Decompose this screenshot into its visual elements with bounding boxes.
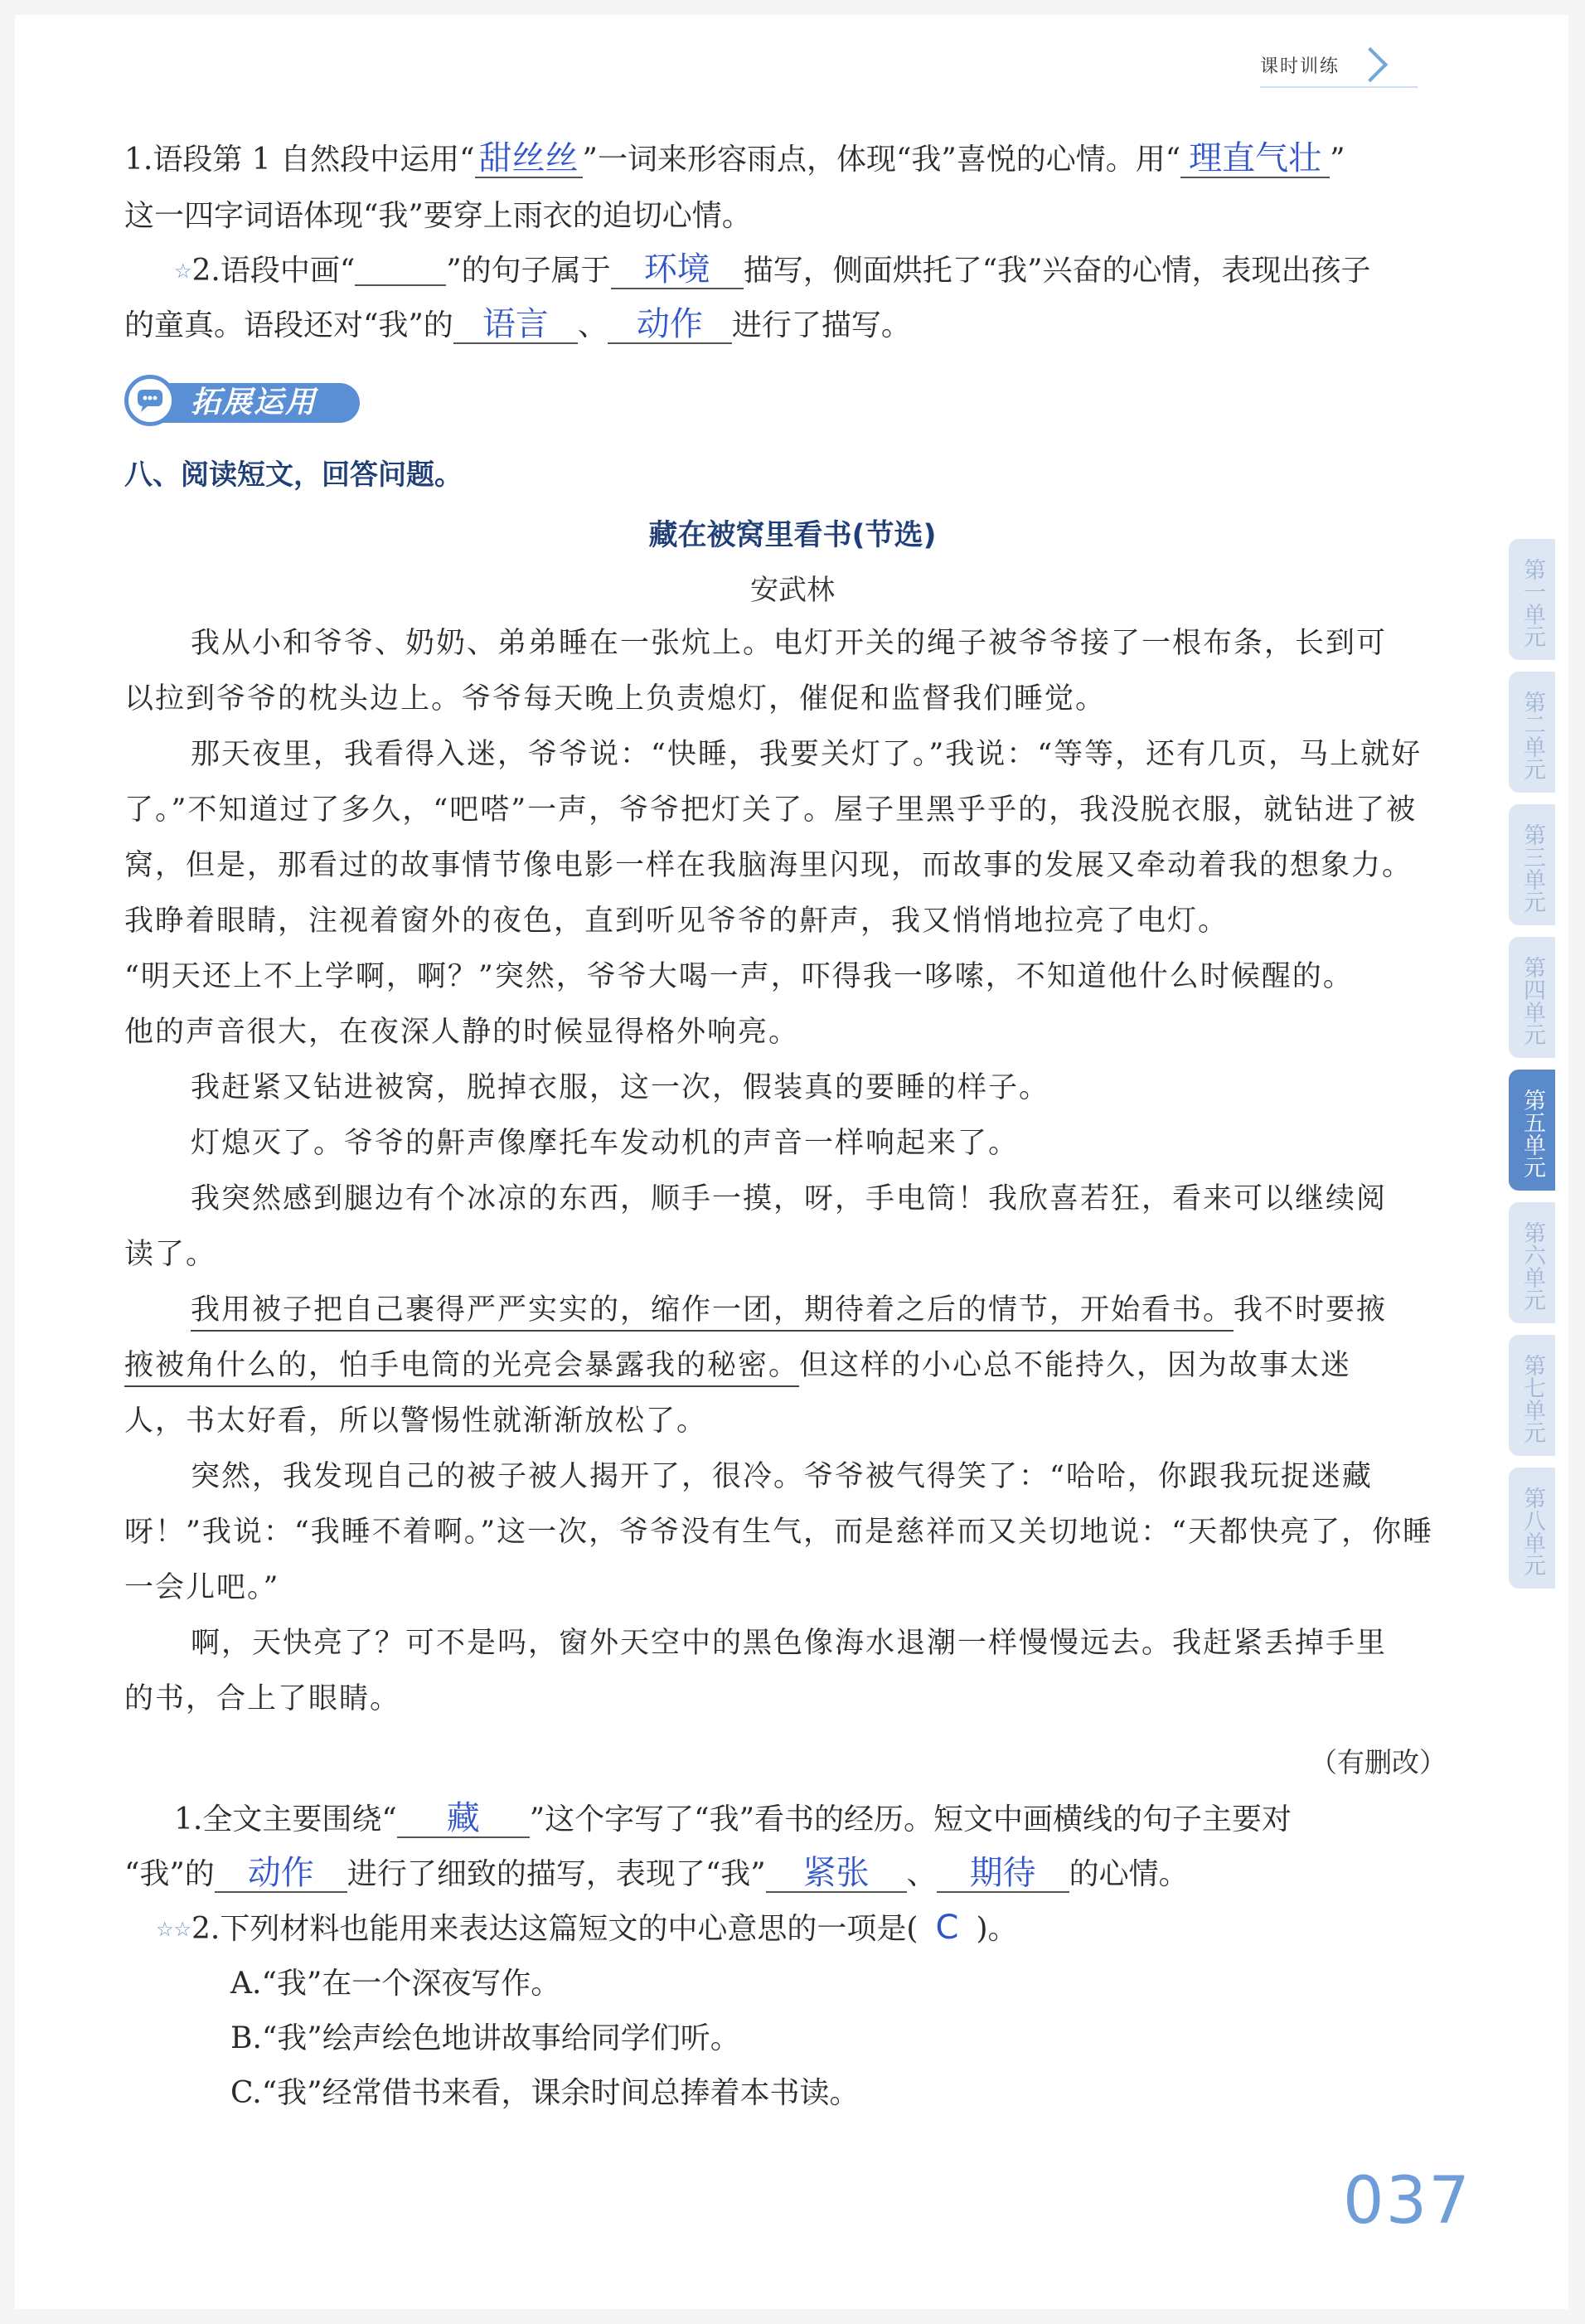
- p8-q1-text-d: 进行了细致的描写，表现了“我”: [347, 1857, 766, 1891]
- p8-q1-answer3: 紧张: [766, 1855, 907, 1893]
- story-line: 那天夜里，我看得入迷，爷爷说：“快睡，我要关灯了。”我说：“等等，还有几页，马上就好: [191, 738, 1423, 771]
- p7-q1-text-c: ”: [1330, 143, 1345, 177]
- tab-unit-7[interactable]: 第七单元: [1509, 1335, 1555, 1456]
- p7-q1-line1: [124, 139, 1451, 181]
- tab-unit-3[interactable]: 第三单元: [1509, 804, 1555, 925]
- story-line: 我赶紧又钻进被窝，脱掉衣服，这一次，假装真的要睡的样子。: [191, 1071, 1050, 1104]
- p7-q1-text-b: ”一词来形容雨点，体现“我”喜悦的心情。用“: [582, 143, 1181, 177]
- story-line: 人，书太好看，所以警惕性就渐渐放松了。: [124, 1405, 708, 1438]
- story-line: 读了。: [124, 1238, 217, 1271]
- header: [1260, 46, 1451, 83]
- p8-q2-text-a: 2.下列材料也能用来表达这篇短文的中心意思的一项是(: [191, 1912, 919, 1946]
- p7-q2-sep: 、: [577, 308, 608, 342]
- p7-q2-text-c: 描写，侧面烘托了“我”兴奋的心情，表现出孩子: [743, 254, 1371, 288]
- p8-q1-sep: 、: [906, 1857, 937, 1891]
- story-title: 藏在被窝里看书(节选): [648, 519, 937, 552]
- p7-q2-answer1: 环境: [611, 251, 744, 289]
- page-number: 037: [1343, 2164, 1471, 2239]
- p8-q1-text-c: “我”的: [124, 1857, 215, 1891]
- p7-q2-text-e: 进行了描写。: [731, 308, 911, 342]
- story-line-underlined: [191, 1289, 1517, 1331]
- p8-q1-answer4: 期待: [937, 1855, 1069, 1893]
- tab-unit-6[interactable]: 第六单元: [1509, 1202, 1555, 1323]
- p8-q2-option-b: B.“我”绘声绘色地讲故事给同学们听。: [230, 2021, 740, 2055]
- p8-q1-text-e: 的心情。: [1069, 1857, 1189, 1891]
- story-line: 的书，合上了眼睛。: [124, 1682, 401, 1715]
- underlined-sentence-2: 掖被角什么的，怕手电筒的光亮会暴露我的秘密。: [124, 1349, 799, 1387]
- story-line: 灯熄灭了。爷爷的鼾声像摩托车发动机的声音一样响起来了。: [191, 1127, 1020, 1160]
- speech-bubble-svg: [136, 388, 164, 413]
- story-line-underlined: [124, 1345, 1451, 1386]
- story-line: 我睁着眼睛，注视着窗外的夜色，直到听见爷爷的鼾声，我又悄悄地拉亮了电灯。: [124, 905, 1229, 938]
- underlined-sentence-1: 我用被子把自己裹得严严实实的，缩作一团，期待着之后的情节，开始看书。: [191, 1293, 1234, 1332]
- story-line: 我从小和爷爷、奶奶、弟弟睡在一张炕上。电灯开关的绳子被爷爷接了一根布条，长到可: [191, 627, 1388, 660]
- p7-q2-line2: [124, 305, 1451, 347]
- story-line: “明天还上不上学啊，啊？”突然，爷爷大喝一声，吓得我一哆嗦，不知道他什么时候醒的。: [124, 960, 1354, 993]
- p8-q1-text-b: ”这个字写了“我”看书的经历。短文中画横线的句子主要对: [529, 1802, 1292, 1836]
- chevron-right-icon: [1353, 47, 1388, 82]
- p8-q1-line2: [124, 1854, 1451, 1895]
- p7-q1-answer2: 理直气壮: [1180, 140, 1330, 178]
- p7-q2-answer2: 语言: [453, 306, 578, 344]
- section-banner: [124, 375, 365, 429]
- tab-unit-8[interactable]: 第八单元: [1509, 1468, 1555, 1589]
- tab-unit-4[interactable]: 第四单元: [1509, 937, 1555, 1058]
- story-line: 啊，天快亮了？可不是吗，窗外天空中的黑色像海水退潮一样慢慢远去。我赶紧丢掉手里: [191, 1627, 1388, 1660]
- tab-unit-1[interactable]: 第一单元: [1509, 539, 1555, 660]
- speech-bubble-icon: [124, 375, 176, 426]
- story-line: 他的声音很大，在夜深人静的时候显得格外响亮。: [124, 1016, 800, 1049]
- edited-note: （有删改）: [1310, 1746, 1447, 1778]
- story-author: 安武林: [750, 574, 835, 607]
- star-icon: ☆: [174, 260, 192, 283]
- story-line: 窝，但是，那看过的故事情节像电影一样在我脑海里闪现，而故事的发展又牵动着我的想象力。: [124, 849, 1413, 882]
- p7-q2-line1: [174, 250, 1500, 292]
- story-text: 我不时要掖: [1234, 1293, 1388, 1327]
- story-line: 了。”不知道过了多久，“吧嗒”一声，爷爷把灯关了。屋子里黑乎乎的，我没脱衣服，就钻进了被: [124, 793, 1418, 827]
- p7-q2-text-d: 的童真。语段还对“我”的: [124, 308, 453, 342]
- story-line: 我突然感到腿边有个冰凉的东西，顺手一摸，呀，手电筒！我欣喜若狂，看来可以继续阅: [191, 1182, 1388, 1215]
- p7-q2-answer3: 动作: [608, 306, 732, 344]
- p7-q1-line2: 这一四字词语体现“我”要穿上雨衣的迫切心情。: [124, 199, 752, 233]
- p8-q1-answer2: 动作: [215, 1855, 347, 1893]
- p7-q1-answer1: 甜丝丝: [475, 140, 583, 178]
- p7-q2-text-b: ”的句子属于: [446, 254, 611, 288]
- p8-heading: 八、阅读短文，回答问题。: [124, 458, 463, 492]
- double-star-icon: ☆☆: [156, 1918, 192, 1941]
- tab-unit-5-active[interactable]: 第五单元: [1509, 1070, 1555, 1191]
- story-line: 一会儿吧。”: [124, 1571, 280, 1604]
- p8-q2-option-c: C.“我”经常借书来看，课余时间总捧着本书读。: [230, 2076, 860, 2110]
- p8-q1-answer1: 藏: [397, 1800, 530, 1838]
- header-divider: [1260, 86, 1418, 88]
- tab-unit-2[interactable]: 第二单元: [1509, 672, 1555, 793]
- p7-q2-text-a: 2.语段中画“: [191, 254, 356, 288]
- p8-q2-option-a: A.“我”在一个深夜写作。: [230, 1967, 561, 2001]
- p7-q2-blank: [355, 260, 446, 286]
- header-label: 课时训练: [1260, 56, 1340, 77]
- p8-q2-line: [156, 1909, 1482, 1950]
- story-line: 以拉到爷爷的枕头边上。爷爷每天晚上负责熄灯，催促和监督我们睡觉。: [124, 682, 1107, 716]
- banner-title: 拓展运用: [191, 386, 317, 420]
- story-text: 但这样的小心总不能持久，因为故事太迷: [799, 1349, 1352, 1382]
- p7-q1-text-a: 1.语段第 1 自然段中运用“: [124, 143, 475, 177]
- p8-q1-text-a: 1.全文主要围绕“: [174, 1802, 397, 1836]
- story-line: 突然，我发现自己的被子被人揭开了，很冷。爷爷被气得笑了：“哈哈，你跟我玩捉迷藏: [191, 1460, 1373, 1493]
- story-line: 呀！”我说：“我睡不着啊。”这一次，爷爷没有生气，而是慈祥而又关切地说：“天都快亮了，你睡: [124, 1516, 1434, 1549]
- p8-q2-answer: C: [935, 1909, 959, 1947]
- p8-q1-line1: [174, 1799, 1500, 1841]
- p8-q2-text-b: )。: [976, 1912, 1018, 1946]
